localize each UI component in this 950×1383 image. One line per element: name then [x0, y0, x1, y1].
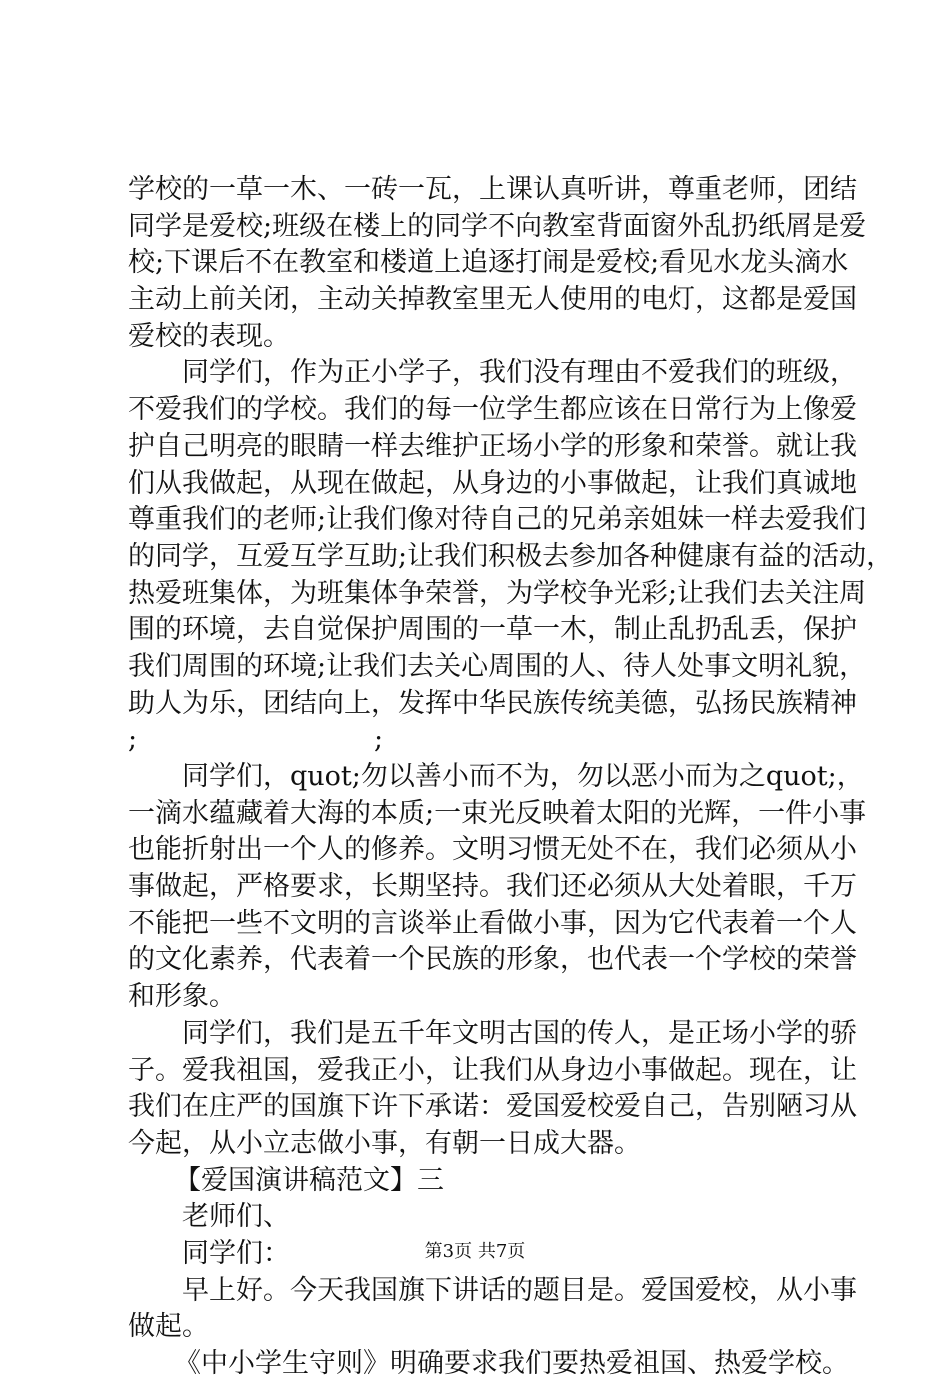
- text-line: 子。爱我祖国，爱我正小，让我们从身边小事做起。现在，让: [128, 1054, 857, 1086]
- paragraph-start: 同学们，quot;勿以善小而不为，勿以恶小而为之quot;，: [182, 761, 864, 792]
- text-line: 校;下课后不在教室和楼道上追逐打闹是爱校;看见水龙头滴水: [128, 247, 849, 279]
- text-line: 做起。: [128, 1311, 209, 1343]
- text-line: 也能折射出一个人的修养。文明习惯无处不在，我们必须从小: [128, 834, 857, 866]
- text-line: 围的环境，去自觉保护周围的一草一木，制止乱扔乱丢，保护: [128, 614, 857, 646]
- text-line: 我们在庄严的国旗下许下承诺：爱国爱校爱自己，告别陋习从: [128, 1091, 857, 1123]
- text-line: 助人为乐，团结向上，发挥中华民族传统美德，弘扬民族精神: [128, 687, 857, 719]
- text-line: 不能把一些不文明的言谈举止看做小事，因为它代表着一个人: [128, 907, 857, 939]
- text-line: 我们周围的环境;让我们去关心周围的人、待人处事文明礼貌，: [128, 650, 867, 682]
- text-line: 今起，从小立志做小事，有朝一日成大器。: [128, 1127, 641, 1159]
- text-line: 尊重我们的老师;让我们像对待自己的兄弟亲姐妹一样去爱我们: [128, 504, 867, 536]
- text-line: 的同学，互爱互学互助;让我们积极去参加各种健康有益的活动，: [128, 540, 894, 572]
- text-line: 爱校的表现。: [128, 320, 290, 352]
- paragraph-start: 早上好。今天我国旗下讲话的题目是。爱国爱校，从小事: [182, 1274, 857, 1306]
- text-line: 们从我做起，从现在做起，从身边的小事做起，让我们真诚地: [128, 467, 857, 499]
- document-body: [128, 172, 894, 1383]
- page-number-footer: 第3页 共7页: [424, 1241, 526, 1262]
- text-line: 学校的一草一木、一砖一瓦，上课认真听讲，尊重老师，团结: [128, 174, 857, 205]
- semicolon-line: [128, 722, 834, 759]
- text-line: 护自己明亮的眼睛一样去维护正场小学的形象和荣誉。就让我: [128, 430, 857, 462]
- semicolon-mark: ;: [128, 724, 138, 756]
- paragraph-start: 《中小学生守则》明确要求我们要热爱祖国、热爱学校。: [174, 1348, 849, 1379]
- text-line: 的文化素养，代表着一个民族的形象，也代表一个学校的荣誉: [128, 944, 857, 976]
- semicolon-mark: ;: [374, 724, 384, 756]
- salutation-line: 老师们、: [182, 1201, 290, 1233]
- text-line: 不爱我们的学校。我们的每一位学生都应该在日常行为上像爱: [128, 394, 857, 426]
- text-line: 主动上前关闭，主动关掉教室里无人使用的电灯，这都是爱国: [128, 284, 857, 316]
- text-line: 同学是爱校;班级在楼上的同学不向教室背面窗外乱扔纸屑是爱: [128, 210, 867, 242]
- text-line: 热爱班集体，为班集体争荣誉，为学校争光彩;让我们去关注周: [128, 577, 867, 609]
- paragraph-start: 同学们，作为正小学子，我们没有理由不爱我们的班级，: [182, 357, 857, 389]
- section-heading: 【爱国演讲稿范文】三: [174, 1164, 444, 1196]
- text-line: 一滴水蕴藏着大海的本质;一束光反映着太阳的光辉，一件小事: [128, 797, 867, 829]
- text-line: 和形象。: [128, 981, 236, 1013]
- paragraph-start: 同学们，我们是五千年文明古国的传人，是正场小学的骄: [182, 1017, 857, 1049]
- text-line: 事做起，严格要求，长期坚持。我们还必须从大处着眼，千万: [128, 871, 857, 903]
- salutation-line: 同学们：: [182, 1237, 290, 1269]
